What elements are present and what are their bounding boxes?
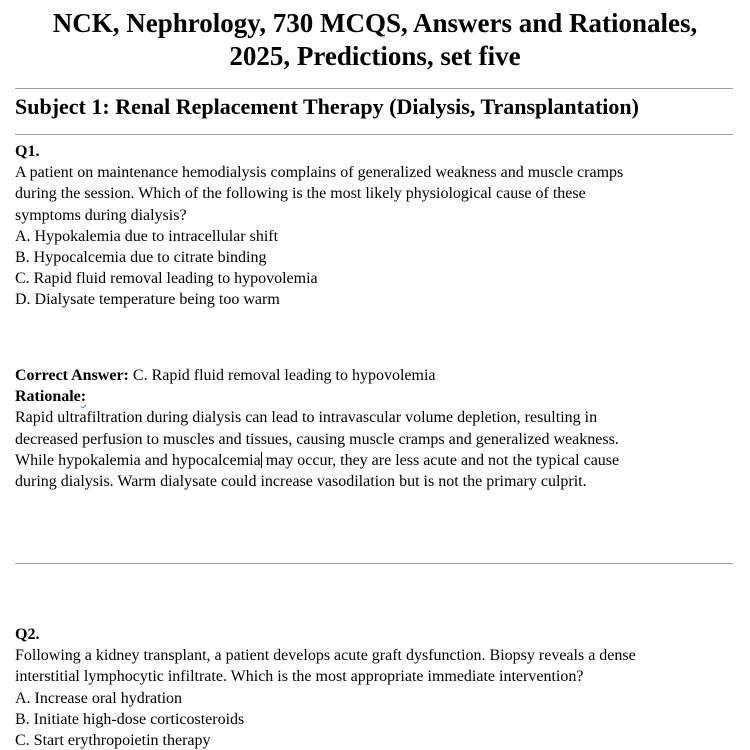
rationale-label: Rationale bbox=[15, 388, 81, 406]
question-1-stem-line: symptoms during dialysis? bbox=[15, 206, 187, 224]
document-title bbox=[15, 7, 735, 73]
rationale-line-part: While hypokalemia and hypocalcemia bbox=[15, 451, 261, 469]
question-1-option-d: D. Dialysate temperature being too warm bbox=[15, 291, 280, 309]
rationale-line: Rapid ultrafiltration during dialysis can lead to intravascular volume depletion, resulting in bbox=[15, 409, 598, 427]
question-1-answer bbox=[15, 365, 735, 492]
question-1-stem-line: A patient on maintenance hemodialysis complains of generalized weakness and muscle cramps bbox=[15, 164, 624, 182]
divider-question bbox=[15, 563, 733, 564]
question-2-option-a: A. Increase oral hydration bbox=[15, 689, 183, 707]
divider-subject bbox=[15, 134, 733, 135]
question-1-label: Q1. bbox=[15, 143, 40, 160]
rationale-line-part: may occur, they are less acute and not the typical cause bbox=[261, 451, 620, 469]
question-1-stem-line: during the session. Which of the following is the most likely physiological cause of these bbox=[15, 185, 586, 203]
rationale-heading bbox=[15, 386, 735, 407]
title-line-2: 2025, Predictions, set five bbox=[229, 41, 521, 71]
question-2-stem-line: Following a kidney transplant, a patient develops acute graft dysfunction. Biopsy reveals a dense bbox=[15, 647, 636, 665]
rationale-line: decreased perfusion to muscles and tissues, causing muscle cramps and generalized weakness. bbox=[15, 430, 619, 448]
rationale-line: during dialysis. Warm dialysate could increase vasodilation but is not the primary culprit. bbox=[15, 473, 587, 491]
question-1 bbox=[15, 141, 735, 311]
question-2-label: Q2. bbox=[15, 626, 40, 643]
question-2-option-b: B. Initiate high-dose corticosteroids bbox=[15, 710, 245, 728]
question-1-option-b: B. Hypocalcemia due to citrate binding bbox=[15, 249, 267, 267]
question-1-option-c: C. Rapid fluid removal leading to hypovolemia bbox=[15, 270, 318, 288]
rationale-colon-spellcheck: : bbox=[80, 388, 87, 406]
title-line-1: NCK, Nephrology, 730 MCQS, Answers and Rationales, bbox=[52, 8, 698, 38]
question-2 bbox=[15, 624, 735, 750]
correct-answer-line bbox=[15, 365, 735, 386]
correct-answer-text: C. Rapid fluid removal leading to hypovolemia bbox=[128, 367, 436, 384]
question-1-option-a: A. Hypokalemia due to intracellular shift bbox=[15, 227, 279, 245]
question-2-stem-line: interstitial lymphocytic infiltrate. Which is the most appropriate immediate intervention? bbox=[15, 668, 584, 686]
subject-heading: Subject 1: Renal Replacement Therapy (Dialysis, Transplantation) bbox=[15, 94, 639, 119]
correct-answer-label: Correct Answer: bbox=[15, 367, 129, 384]
question-2-option-c: C. Start erythropoietin therapy bbox=[15, 732, 211, 750]
divider-top bbox=[15, 88, 733, 89]
rationale-line bbox=[15, 450, 735, 471]
